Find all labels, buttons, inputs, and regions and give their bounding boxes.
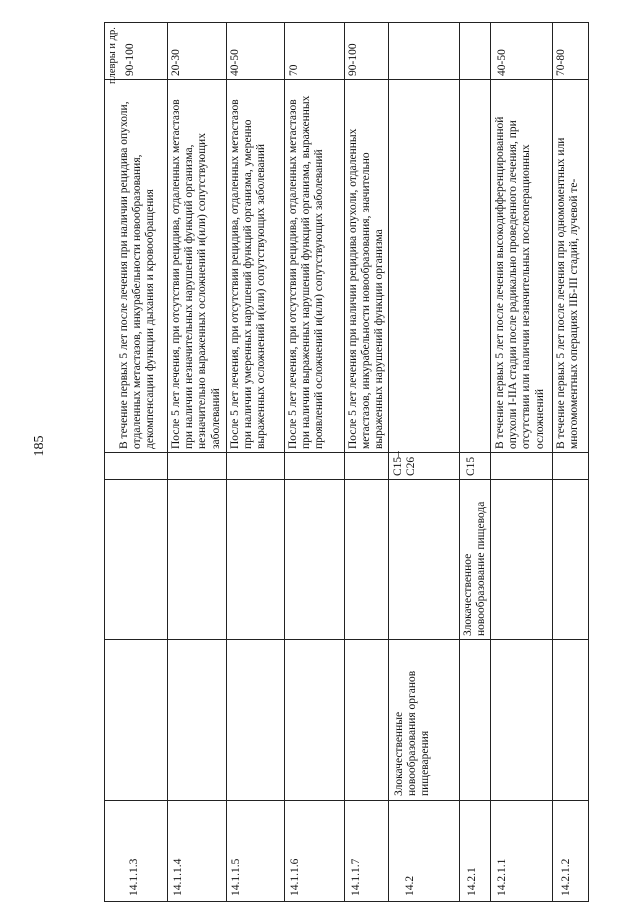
document-table: плевры и др. В течение первых 5 лет после лечения при наличии рецидива опухоли, отдаленных метастазов, инкурабельности новообразования, декомпенсации функции дыхания и кровообращения 90-100 14.1.1.3 После 5 лет лечения, при отсутствии рецидива, отдаленных метастазов при наличии незначительных нарушений функций организма, незначительно выраженных осложнений и(или) сопутствующих заболеваний 20-30 14.1.1.4 После 5 лет лечения, при отсутствии рецидива, отдаленных метастазов при наличии умеренных нарушений функций организма, умеренно выраженных осложнений и(или) сопутствующих заболеваний 40-50 14.1.1.5 После 5 лет лечения, при отсутствии рецидива, отдаленных метастазов при наличии выраженных нарушений функций организма, выраженных проявлений осложнений и(или) сопутствующих заболеваний 70 14.1.1.6 После 5 лет лечения при наличии рецидива опухоли, отдаленных метастазов, инкурабельности новообразования, значительно выраженных нарушений функции организма 90-100 14.1.1.7 Злокачественные новообразования органов пищеварения C15–C26 14.2 Злокачественное новообразование пищевода C15 14.2.1 В течение первых 5 лет после лечения высокодифференцированной опухоли I-IIA стадии после радикально проведенного лечения, при отсутствии или наличии незначительных послеоперационных осложнений 40-50 14.2.1.1 В течение первых 5 лет после лечения при одномоментных или многомоментных операциях IIБ-III стадий, лучевой те- 70-80 14.2.1.2 [104, 22, 588, 902]
column-separator [104, 452, 588, 453]
table-border [104, 22, 105, 902]
row-separator [459, 22, 460, 902]
page-number: 185 [32, 435, 47, 457]
row-separator [388, 22, 389, 902]
row-separator [226, 22, 227, 902]
row-separator [552, 22, 553, 902]
row-separator [167, 22, 168, 902]
table-border [104, 22, 588, 23]
column-separator [104, 479, 588, 480]
row-separator [344, 22, 345, 902]
column-separator [104, 79, 588, 80]
column-separator [104, 639, 588, 640]
table-border [588, 22, 589, 902]
row-separator [284, 22, 285, 902]
row-separator [490, 22, 491, 902]
column-separator [104, 800, 588, 801]
table-border [104, 901, 588, 902]
